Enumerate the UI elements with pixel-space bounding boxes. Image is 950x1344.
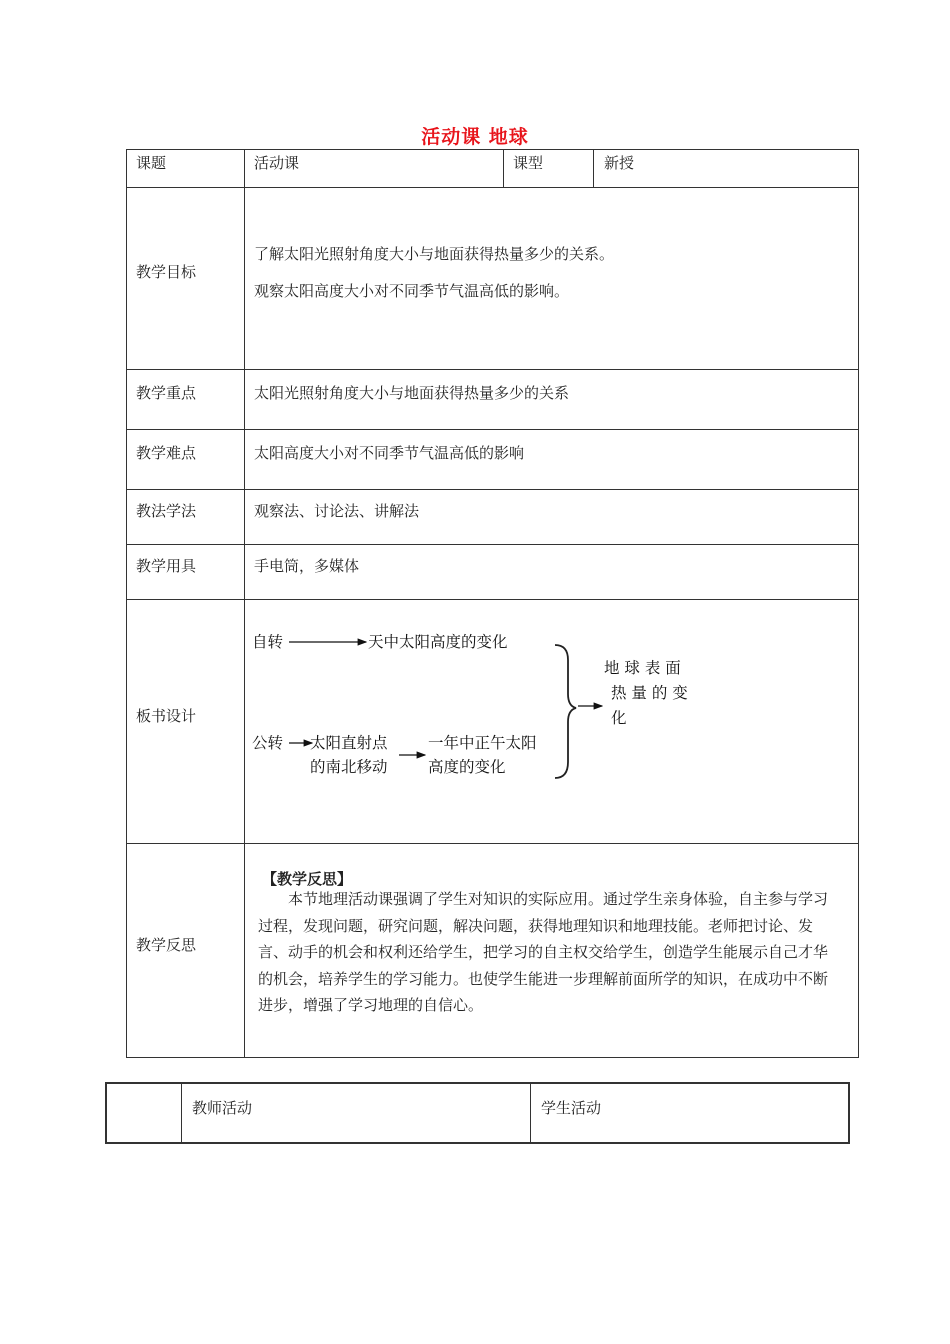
goals-label: 教学目标 xyxy=(136,263,197,281)
board-result-2: 热 量 的 变 xyxy=(611,684,688,702)
tools-value: 手电筒，多媒体 xyxy=(254,557,360,575)
page-title: 活动课 地球 xyxy=(421,126,529,148)
reflection-heading: 【教学反思】 xyxy=(262,870,353,888)
tools-label: 教学用具 xyxy=(136,557,197,575)
student-activity-header: 学生活动 xyxy=(541,1099,602,1117)
difficult-value: 太阳高度大小对不同季节气温高低的影响 xyxy=(254,444,525,462)
difficult-label: 教学难点 xyxy=(136,444,197,462)
brace-shape xyxy=(555,645,576,778)
board-direct-point-1: 太阳直射点 xyxy=(310,734,388,752)
goals-line-1: 了解太阳光照射角度大小与地面获得热量多少的关系。 xyxy=(254,245,615,263)
board-noon-2: 高度的变化 xyxy=(428,758,506,776)
topic-value: 活动课 xyxy=(254,154,300,172)
type-label: 课型 xyxy=(513,154,544,172)
board-result-1: 地 球 表 面 xyxy=(604,659,681,677)
reflection-body: 本节地理活动课强调了学生对知识的实际应用。通过学生亲身体验，自主参与学习过程，发现问题，研究问题，解决问题，获得地理知识和地理技能。老师把讨论、发言、动手的机会和权利还给学生，把学习的自主权交给学生，创造学生能展示自己才华的机会，培养学生的学习能力。也使学生能进一步理解前面所学的知识，在成功中不断进步，增强了学习地理的自信心。 xyxy=(258,890,829,1014)
board-noon-1: 一年中正午太阳 xyxy=(428,734,537,752)
board-rotation: 自转 xyxy=(252,633,284,651)
key-value: 太阳光照射角度大小与地面获得热量多少的关系 xyxy=(254,384,570,402)
board-direct-point-2: 的南北移动 xyxy=(310,758,388,776)
goals-line-2: 观察太阳高度大小对不同季节气温高低的影响。 xyxy=(254,282,570,300)
teacher-activity-header: 教师活动 xyxy=(192,1099,253,1117)
topic-label: 课题 xyxy=(136,154,167,172)
board-label: 板书设计 xyxy=(136,707,197,725)
key-label: 教学重点 xyxy=(136,384,197,402)
board-revolution: 公转 xyxy=(252,734,284,752)
reflect-label: 教学反思 xyxy=(136,936,197,954)
type-value: 新授 xyxy=(604,154,635,172)
method-label: 教法学法 xyxy=(136,502,197,520)
board-rotation-result: 天中太阳高度的变化 xyxy=(368,633,508,651)
method-value: 观察法、讨论法、讲解法 xyxy=(254,502,420,520)
board-result-3: 化 xyxy=(611,709,627,727)
